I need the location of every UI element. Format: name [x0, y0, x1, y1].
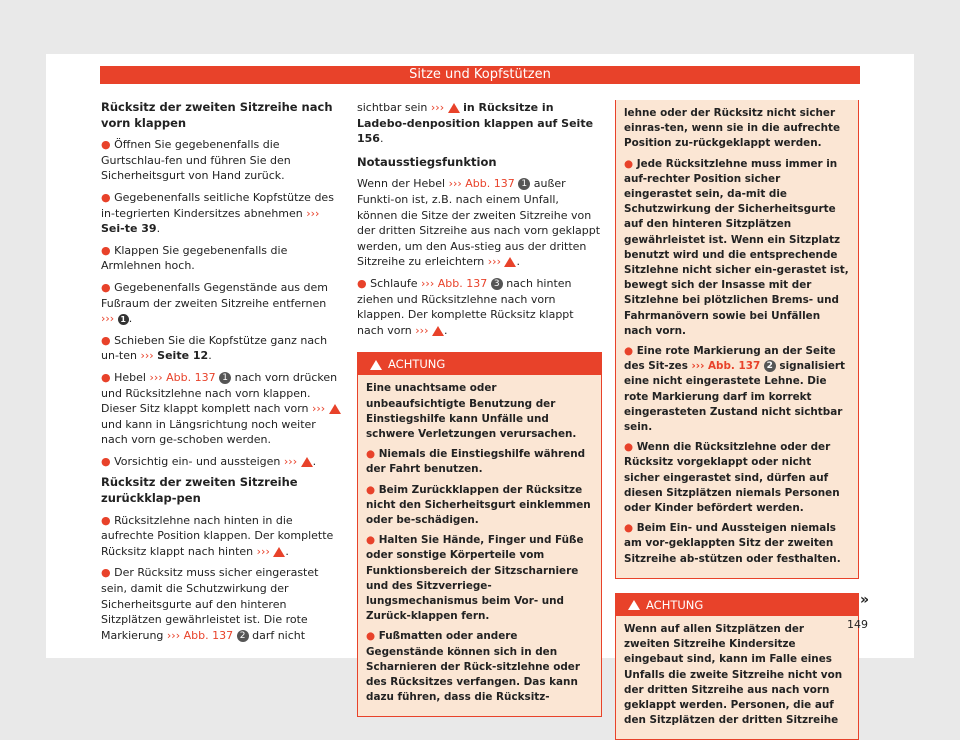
step: ● Schlaufe ››› Abb. 137 3 nach hinten ziehen und Rücksitzlehne nach vorn klappen. Der komplette Rücksitz klappt nach vorn ››› . [357, 276, 574, 337]
warning-text: Eine unachtsame oder unbeaufsichtigte Benutzung der Einstiegshilfe kann Unfälle und schwere Verletzungen verursachen. [366, 382, 577, 440]
callout-number: 2 [764, 360, 776, 372]
warning-text: lehne oder der Rücksitz nicht sicher einras-ten, wenn sie in die aufrechte Position zu-rückgeklappt werden. [624, 107, 840, 150]
warning-box [357, 352, 602, 717]
note-number: 1 [118, 314, 129, 325]
callout-number: 1 [518, 178, 530, 190]
column-2 [357, 100, 602, 717]
reference-arrows: ››› [306, 206, 320, 220]
warning-icon[interactable] [329, 404, 341, 414]
step: ● Schieben Sie die Kopfstütze ganz nach un-ten ››› Seite 12. [101, 333, 328, 363]
paragraph: Wenn der Hebel ››› Abb. 137 1 außer Funkti-on ist, z.B. nach einem Unfall, können die Sitze der zweiten Sitzreihe von der dritten Sitzreihe aus nach vorn geklappt werden, um den Aus-stieg aus der dritten Sitzreihe zu erleichtern ››› . [357, 177, 601, 269]
warning-icon[interactable] [301, 457, 313, 467]
figure-link[interactable]: Abb. 137 [166, 370, 216, 384]
warning-header: ACHTUNG [616, 594, 858, 616]
section-link[interactable]: in Rücksitze in Ladebo-denposition klappen auf Seite 156 [357, 101, 594, 146]
warning-icon[interactable] [448, 103, 460, 113]
step: ● Hebel ››› Abb. 137 1 nach vorn drücken und Rücksitzlehne nach vorn klappen. Dieser Sitz klappt komplett nach vorn ››› und kann in Längsrichtung noch weiter nach vorn ge-schoben werden. [101, 370, 341, 448]
warning-icon[interactable] [273, 547, 285, 557]
warning-body [358, 375, 601, 716]
warning-box-2 [615, 593, 859, 740]
continue-arrow: » [860, 592, 870, 608]
step: ● Vorsichtig ein- und aussteigen ››› . [101, 454, 317, 468]
callout-number: 3 [491, 278, 503, 290]
warning-item: ● Eine rote Markierung an der Seite des Sit-zes ››› Abb. 137 2 signalisiert eine nicht eingerastete Lehne. Die rote Markierung darf im korrekt eingerasteten Zustand nicht sichtbar sein. [624, 345, 846, 434]
callout-number: 1 [219, 372, 231, 384]
warning-item: ● Jede Rücksitzlehne muss immer in auf-rechter Position sicher eingerastet sein, da-mit die Schutzwirkung der Sicherheitsgurte auf den hinteren Sitzplätzen gewährleistet ist. Wenn ein Sitzplatz benutzt wird und die entsprechende Sitzlehne nicht sicher ein-gerastet ist, bewegt sich der Insasse mit der Sitzlehne bei plötzlichen Brems- und Fahrmanövern sowie bei Unfällen nach vorn. [624, 157, 849, 337]
step: ● Gegebenenfalls seitliche Kopfstütze des in-tegrierten Kindersitzes abnehmen ››› Sei-te 39. [101, 190, 334, 236]
page-link[interactable]: Seite 12 [157, 349, 209, 363]
figure-link[interactable]: Abb. 137 [437, 276, 488, 290]
warning-box-continued [615, 100, 859, 579]
step: ● Gegebenenfalls Gegenstände aus dem Fußraum der zweiten Sitzreihe entfernen ››› 1 . [101, 280, 328, 326]
figure-link[interactable]: Abb. 137 [708, 360, 761, 373]
warning-icon[interactable] [504, 257, 516, 267]
column-3 [615, 100, 859, 740]
column-1 [101, 100, 341, 649]
heading-fold-forward: Rücksitz der zweiten Sitzreihe nach vorn klappen [101, 100, 333, 130]
warning-icon [370, 360, 382, 370]
step: ● Der Rücksitz muss sicher eingerastet sein, damit die Schutzwirkung der Sicherheitsgurte auf den hinteren Sitzplätzen gewährleistet ist. Die rote Markierung ››› Abb. 137 2 darf nicht [101, 566, 319, 642]
callout-number: 2 [237, 630, 249, 642]
warning-item: ● Fußmatten oder andere Gegenstände können sich in den Scharnieren der Rück-sitzlehne oder des Rücksitzes verfangen. Das kann dazu führen, dass die Rücksitz- [366, 630, 580, 704]
step: ● Klappen Sie gegebenenfalls die Armlehnen hoch. [101, 243, 288, 273]
warning-icon [628, 600, 640, 610]
figure-link[interactable]: Abb. 137 [465, 177, 515, 191]
paragraph: sichtbar sein ››› in Rücksitze in Ladebo-denposition klappen auf Seite 156. [357, 101, 594, 146]
warning-body [616, 616, 858, 739]
step: ● Öffnen Sie gegebenenfalls die Gurtschlau-fen und führen Sie den Sicherheitsgurt von Hand zurück. [101, 138, 291, 183]
warning-item: ● Niemals die Einstiegshilfe während der Fahrt benutzen. [366, 448, 586, 476]
warning-item: ● Wenn die Rücksitzlehne oder der Rücksitz vorgeklappt oder nicht sicher eingerastet sind, dürfen auf diesen Sitzplätzen niemals Personen oder Kinder befördert werden. [624, 441, 840, 515]
warning-item: ● Halten Sie Hände, Finger und Füße oder sonstige Körperteile vom Funktionsbereich der Sitzscharniere und des Sitzverriege-lungsmechanismus beim Vor- und Zurück-klappen fern. [366, 534, 584, 623]
warning-body [616, 100, 858, 578]
warning-text: Wenn auf allen Sitzplätzen der zweiten Sitzreihe Kindersitze eingebaut sind, kann im Falle eines Unfalls die zweite Sitzreihe nicht von der dritten Sitzreihe aus nach vorn geklappt werden. Personen, die auf den Sitzplätzen der dritten Sitzreihe [624, 622, 843, 727]
warning-item: ● Beim Ein- und Aussteigen niemals am vor-geklappten Sitz der zweiten Sitzreihe ab-stützen oder festhalten. [624, 522, 841, 565]
heading-emergency-exit: Notausstiegsfunktion [357, 154, 497, 169]
step: ● Rücksitzlehne nach hinten in die aufrechte Position klappen. Der komplette Rücksitz klappt nach hinten ››› . [101, 513, 334, 558]
warning-item: ● Beim Zurückklappen der Rücksitze nicht den Sicherheitsgurt einklemmen oder be-schädigen. [366, 483, 591, 526]
bullet: ● [101, 138, 111, 152]
page-link[interactable]: Sei-te 39 [101, 222, 157, 236]
section-header: Sitze und Kopfstützen [100, 66, 860, 84]
figure-link[interactable]: Abb. 137 [183, 628, 234, 642]
heading-fold-back: Rücksitz der zweiten Sitzreihe zurückklap-pen [101, 475, 298, 506]
page-number: 149 [847, 618, 868, 631]
warning-icon[interactable] [432, 326, 444, 336]
warning-header: ACHTUNG [358, 353, 601, 375]
